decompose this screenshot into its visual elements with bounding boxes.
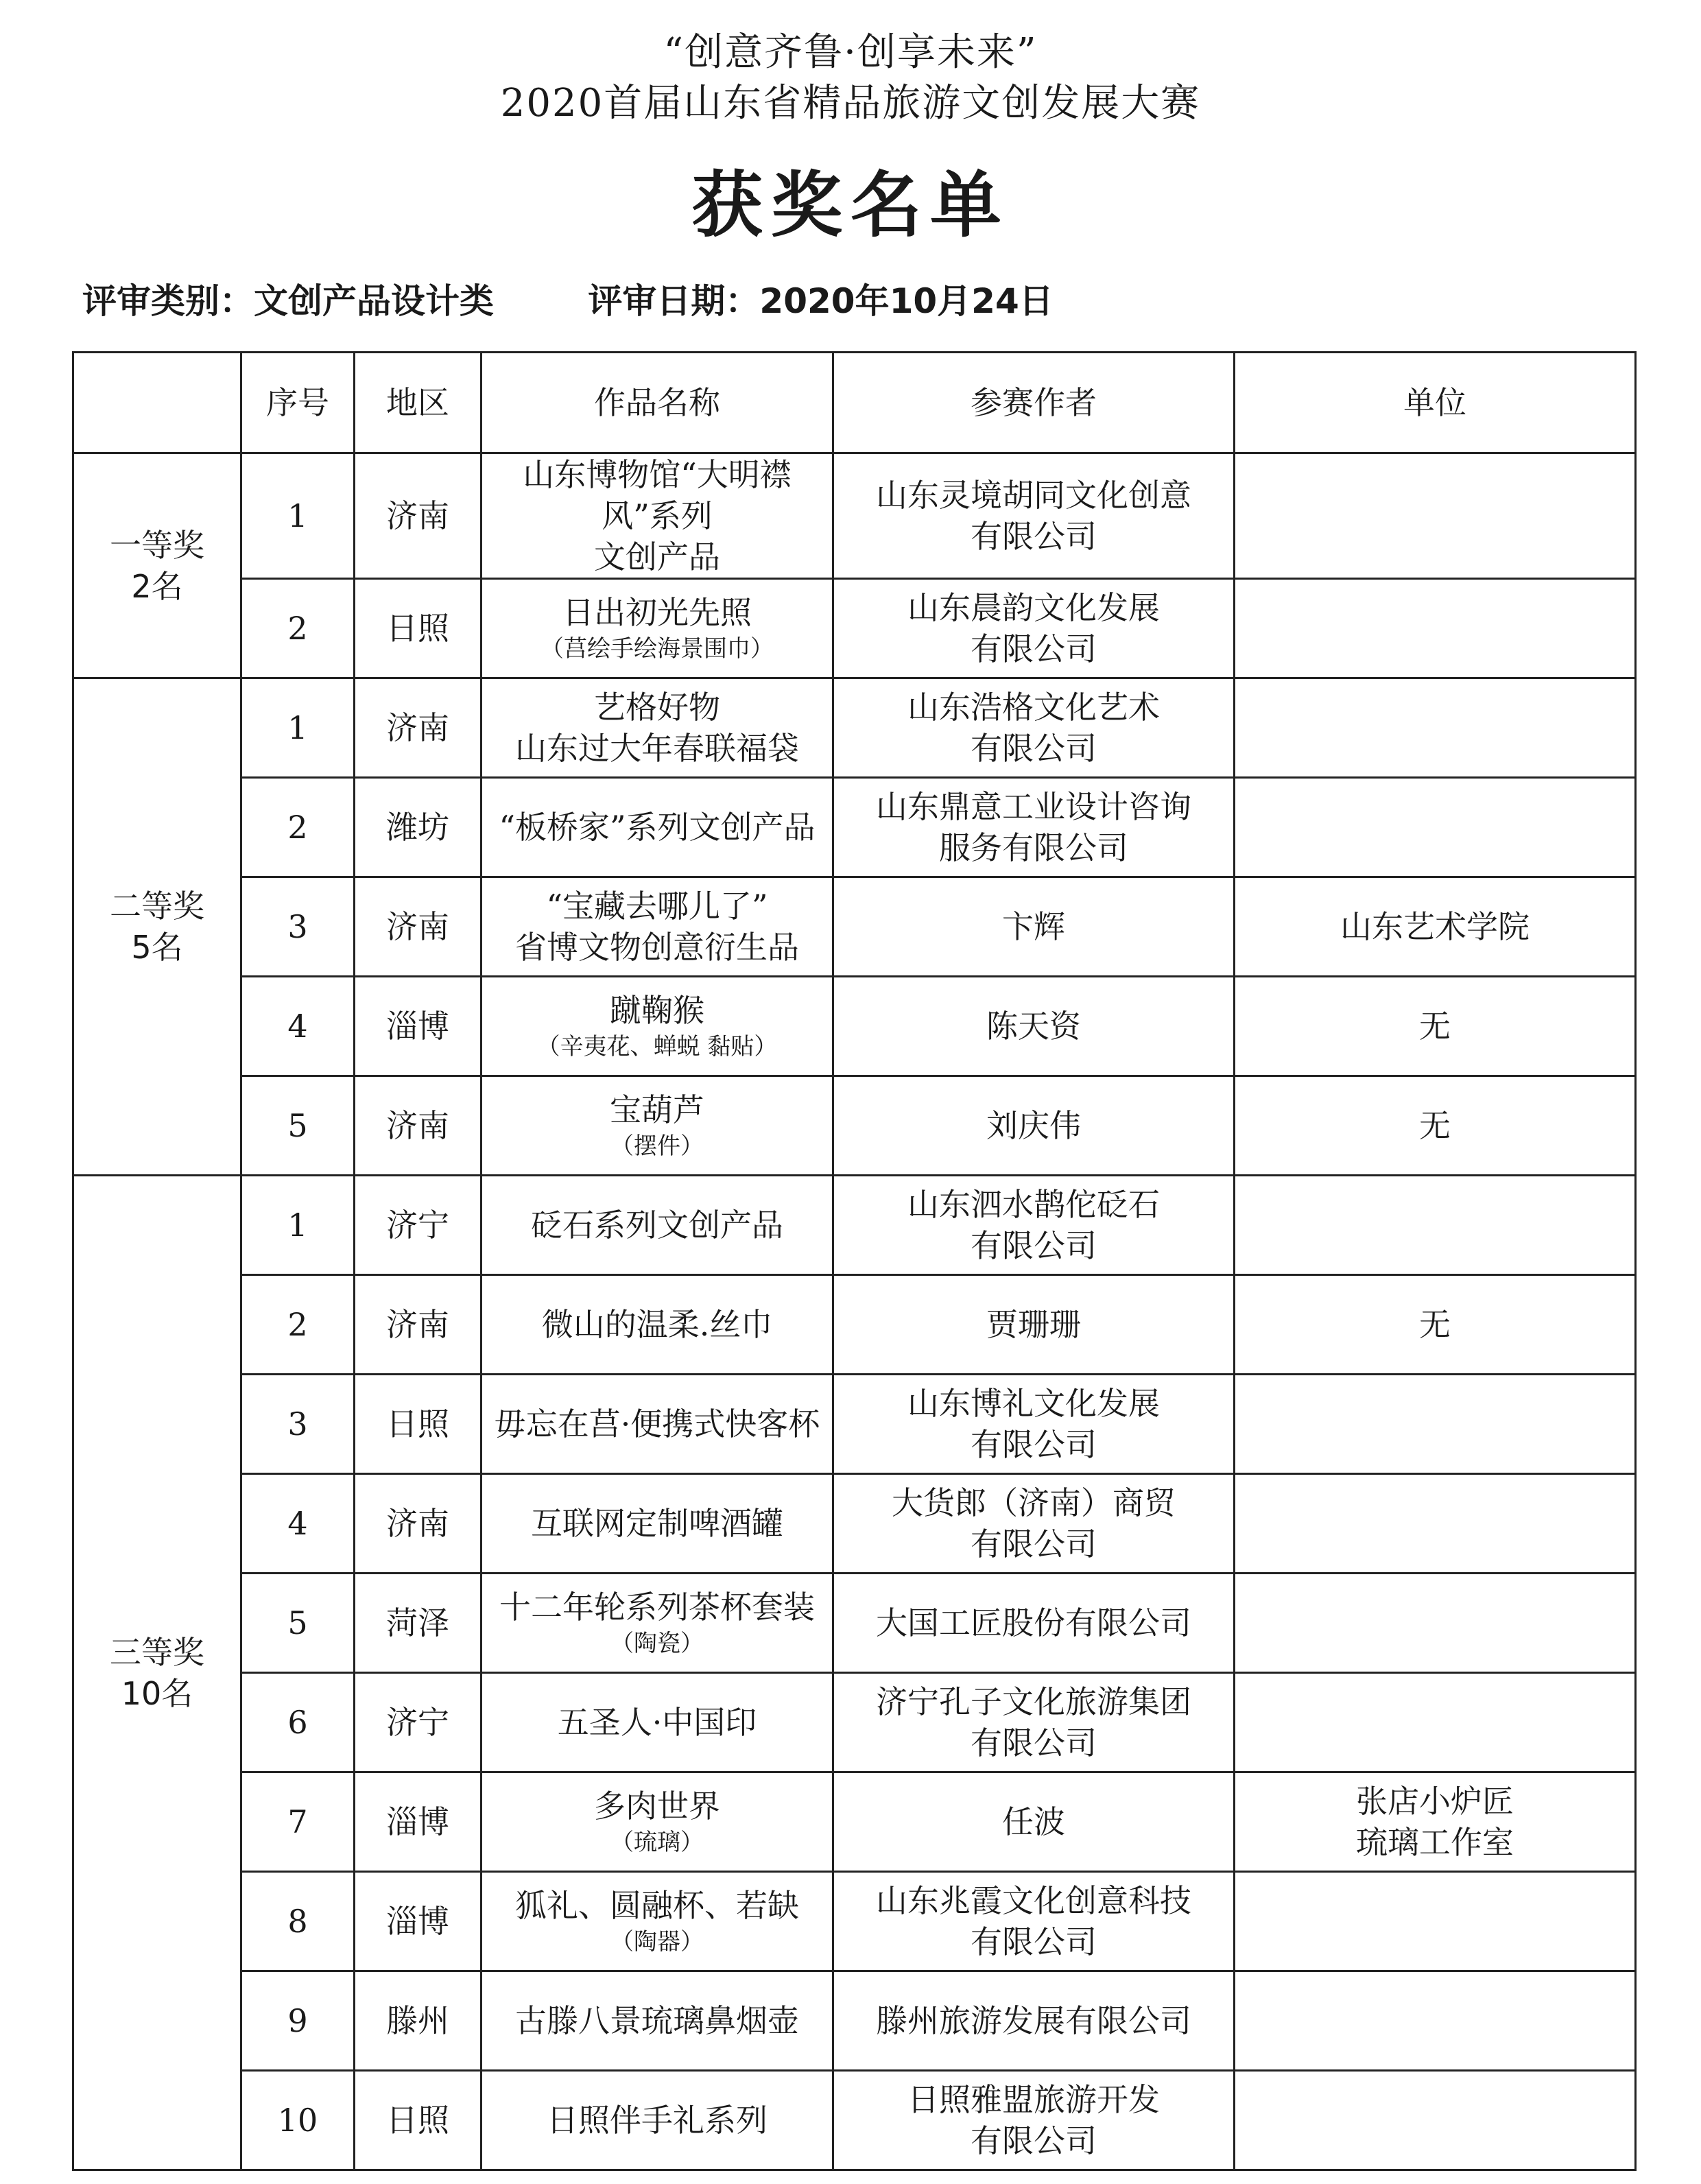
document-header bbox=[0, 27, 1701, 250]
author-name-line2: 有限公司 bbox=[971, 518, 1097, 555]
no-cell bbox=[241, 579, 355, 678]
author-name: 山东浩格文化艺术 bbox=[907, 689, 1160, 726]
author-cell bbox=[833, 1375, 1235, 1474]
work-cell bbox=[481, 453, 833, 579]
work-cell bbox=[481, 1673, 833, 1772]
serial-number: 5 bbox=[287, 1107, 308, 1144]
region-cell bbox=[355, 1872, 481, 1971]
author-cell bbox=[833, 1673, 1235, 1772]
table-row bbox=[73, 977, 1636, 1076]
author-name: 山东兆霞文化创意科技 bbox=[876, 1882, 1191, 1919]
table-row bbox=[73, 1971, 1636, 2071]
author-cell bbox=[833, 1474, 1235, 1574]
awards-table-body bbox=[73, 453, 1636, 2170]
table-row bbox=[73, 1474, 1636, 1574]
page-title: 获奖名单 bbox=[691, 163, 1010, 247]
unit-name-line2: 琉璃工作室 bbox=[1356, 1824, 1514, 1861]
region: 滕州 bbox=[386, 2002, 449, 2039]
author-name-line2: 有限公司 bbox=[971, 1426, 1097, 1463]
author-name: 陈天资 bbox=[986, 1008, 1081, 1045]
no-cell bbox=[241, 1474, 355, 1574]
unit-cell bbox=[1235, 1375, 1636, 1474]
author-name: 山东鼎意工业设计咨询 bbox=[876, 788, 1191, 825]
work-cell bbox=[481, 1872, 833, 1971]
region-cell bbox=[355, 877, 481, 977]
region: 济南 bbox=[386, 709, 449, 746]
serial-number: 1 bbox=[287, 497, 308, 534]
work-title: 五圣人·中国印 bbox=[557, 1704, 757, 1741]
region-cell bbox=[355, 977, 481, 1076]
serial-number: 2 bbox=[287, 809, 308, 846]
table-row bbox=[73, 1176, 1636, 1275]
region: 济宁 bbox=[386, 1704, 449, 1741]
region: 济南 bbox=[386, 1107, 449, 1144]
work-cell bbox=[481, 977, 833, 1076]
author-cell bbox=[833, 977, 1235, 1076]
author-name: 山东晨韵文化发展 bbox=[907, 589, 1160, 626]
author-name-line2: 有限公司 bbox=[971, 630, 1097, 667]
work-cell bbox=[481, 579, 833, 678]
unit-cell bbox=[1235, 2071, 1636, 2170]
no-cell bbox=[241, 678, 355, 778]
author-cell bbox=[833, 678, 1235, 778]
unit-cell bbox=[1235, 1971, 1636, 2071]
unit-cell bbox=[1235, 1474, 1636, 1574]
unit-cell bbox=[1235, 1772, 1636, 1872]
author-name-line2: 有限公司 bbox=[971, 1724, 1097, 1761]
table-row bbox=[73, 1275, 1636, 1375]
author-cell bbox=[833, 2071, 1235, 2170]
region: 淄博 bbox=[386, 1903, 449, 1940]
review-category: 评审类别：文创产品设计类 bbox=[82, 281, 494, 321]
work-cell bbox=[481, 1772, 833, 1872]
unit-cell bbox=[1235, 877, 1636, 977]
region: 济南 bbox=[386, 1505, 449, 1542]
work-title: “板桥家”系列文创产品 bbox=[499, 809, 816, 846]
serial-number: 1 bbox=[287, 1207, 308, 1244]
no-cell bbox=[241, 1673, 355, 1772]
no-cell bbox=[241, 2071, 355, 2170]
work-cell bbox=[481, 1375, 833, 1474]
work-title: 古滕八景琉璃鼻烟壶 bbox=[515, 2002, 799, 2039]
unit-cell bbox=[1235, 1275, 1636, 1375]
work-note: （陶瓷） bbox=[610, 1630, 704, 1657]
work-title: 山东博物馆“大明襟风”系列 bbox=[523, 456, 792, 534]
work-note: （莒绘手绘海景围巾） bbox=[540, 635, 774, 663]
author-name: 山东灵境胡同文化创意 bbox=[876, 477, 1191, 514]
author-name: 贾珊珊 bbox=[986, 1306, 1081, 1343]
work-cell bbox=[481, 1574, 833, 1673]
no-cell bbox=[241, 778, 355, 877]
work-title-line2: 山东过大年春联福袋 bbox=[515, 730, 799, 767]
region: 济南 bbox=[386, 497, 449, 534]
author-cell bbox=[833, 1872, 1235, 1971]
region: 淄博 bbox=[386, 1803, 449, 1840]
serial-number: 5 bbox=[287, 1604, 308, 1641]
no-cell bbox=[241, 1971, 355, 2071]
author-cell bbox=[833, 579, 1235, 678]
serial-number: 3 bbox=[287, 908, 308, 945]
region: 日照 bbox=[386, 610, 449, 647]
unit-cell bbox=[1235, 778, 1636, 877]
unit-cell bbox=[1235, 1673, 1636, 1772]
slogan-line: “创意齐鲁·创享未来” bbox=[663, 30, 1038, 75]
unit-cell bbox=[1235, 453, 1636, 579]
table-row bbox=[73, 1872, 1636, 1971]
region-cell bbox=[355, 453, 481, 579]
table-row bbox=[73, 1574, 1636, 1673]
work-title: 毋忘在莒·便携式快客杯 bbox=[494, 1405, 820, 1443]
work-title: 微山的温柔.丝巾 bbox=[541, 1306, 773, 1343]
author-name: 任波 bbox=[1002, 1803, 1065, 1840]
region-cell bbox=[355, 1574, 481, 1673]
work-title: 十二年轮系列茶杯套装 bbox=[499, 1589, 815, 1626]
author-name: 大国工匠股份有限公司 bbox=[876, 1604, 1191, 1641]
author-name: 济宁孔子文化旅游集团 bbox=[876, 1683, 1191, 1720]
region-cell bbox=[355, 1275, 481, 1375]
author-cell bbox=[833, 1076, 1235, 1176]
table-header-row bbox=[73, 353, 1636, 453]
serial-number: 2 bbox=[287, 1306, 308, 1343]
table-row bbox=[73, 877, 1636, 977]
region-cell bbox=[355, 1375, 481, 1474]
region: 淄博 bbox=[386, 1008, 449, 1045]
header-work: 作品名称 bbox=[481, 353, 833, 453]
unit-cell bbox=[1235, 579, 1636, 678]
unit-cell bbox=[1235, 977, 1636, 1076]
table-row bbox=[73, 1673, 1636, 1772]
region: 济宁 bbox=[386, 1207, 449, 1244]
author-cell bbox=[833, 1574, 1235, 1673]
no-cell bbox=[241, 1872, 355, 1971]
header-unit: 单位 bbox=[1235, 353, 1636, 453]
region: 菏泽 bbox=[386, 1604, 449, 1641]
header-region: 地区 bbox=[355, 353, 481, 453]
work-cell bbox=[481, 877, 833, 977]
author-name: 大货郎（济南）商贸 bbox=[892, 1484, 1176, 1521]
work-title: 日出初光先照 bbox=[562, 594, 752, 631]
prize-count: 5名 bbox=[131, 929, 183, 966]
prize-level: 三等奖 bbox=[110, 1633, 204, 1671]
author-name: 卞辉 bbox=[1002, 908, 1065, 945]
table-row bbox=[73, 1772, 1636, 1872]
serial-number: 4 bbox=[287, 1505, 308, 1542]
work-title: “宝藏去哪儿了” bbox=[546, 888, 768, 925]
serial-number: 3 bbox=[287, 1405, 308, 1443]
prize-level-cell bbox=[73, 678, 241, 1176]
region: 潍坊 bbox=[386, 809, 449, 846]
author-name: 山东泗水鹊佗砭石 bbox=[907, 1186, 1160, 1223]
unit-name: 山东艺术学院 bbox=[1340, 908, 1530, 945]
table-row bbox=[73, 678, 1636, 778]
author-name: 滕州旅游发展有限公司 bbox=[876, 2002, 1191, 2039]
work-title: 狐礼、圆融杯、若缺 bbox=[515, 1887, 799, 1924]
author-cell bbox=[833, 1772, 1235, 1872]
author-name-line2: 有限公司 bbox=[971, 2122, 1097, 2159]
author-name: 刘庆伟 bbox=[986, 1107, 1081, 1144]
region: 济南 bbox=[386, 1306, 449, 1343]
unit-cell bbox=[1235, 1076, 1636, 1176]
region-cell bbox=[355, 1772, 481, 1872]
author-name-line2: 有限公司 bbox=[971, 1923, 1097, 1960]
table-row bbox=[73, 2071, 1636, 2170]
author-name-line2: 服务有限公司 bbox=[939, 829, 1128, 866]
author-name: 日照雅盟旅游开发 bbox=[907, 2081, 1160, 2118]
table-row bbox=[73, 1076, 1636, 1176]
author-name-line2: 有限公司 bbox=[971, 730, 1097, 767]
prize-count: 2名 bbox=[131, 567, 183, 605]
region-cell bbox=[355, 1076, 481, 1176]
work-cell bbox=[481, 1474, 833, 1574]
prize-level: 一等奖 bbox=[110, 526, 204, 564]
region-cell bbox=[355, 1474, 481, 1574]
prize-level-cell bbox=[73, 453, 241, 678]
unit-cell bbox=[1235, 1176, 1636, 1275]
author-name: 山东博礼文化发展 bbox=[907, 1385, 1160, 1422]
serial-number: 9 bbox=[287, 2002, 308, 2039]
region-cell bbox=[355, 579, 481, 678]
unit-cell bbox=[1235, 1574, 1636, 1673]
region-cell bbox=[355, 1673, 481, 1772]
serial-number: 2 bbox=[287, 610, 308, 647]
work-note: （琉璃） bbox=[610, 1829, 704, 1856]
work-note: （辛夷花、蝉蜕 黏贴） bbox=[536, 1033, 778, 1060]
region: 日照 bbox=[386, 2102, 449, 2139]
work-cell bbox=[481, 1275, 833, 1375]
serial-number: 10 bbox=[277, 2102, 318, 2139]
serial-number: 6 bbox=[287, 1704, 308, 1741]
table-row bbox=[73, 1375, 1636, 1474]
work-title-line2: 省博文物创意衍生品 bbox=[515, 929, 799, 966]
unit-name: 无 bbox=[1419, 1306, 1451, 1343]
awards-table bbox=[72, 351, 1637, 2171]
header-no: 序号 bbox=[241, 353, 355, 453]
no-cell bbox=[241, 1275, 355, 1375]
work-cell bbox=[481, 1176, 833, 1275]
region-cell bbox=[355, 2071, 481, 2170]
no-cell bbox=[241, 877, 355, 977]
region-cell bbox=[355, 1971, 481, 2071]
work-cell bbox=[481, 2071, 833, 2170]
author-cell bbox=[833, 778, 1235, 877]
author-cell bbox=[833, 1971, 1235, 2071]
author-cell bbox=[833, 1176, 1235, 1275]
work-title: 砭石系列文创产品 bbox=[531, 1207, 783, 1244]
table-row bbox=[73, 778, 1636, 877]
author-name-line2: 有限公司 bbox=[971, 1227, 1097, 1264]
no-cell bbox=[241, 1375, 355, 1474]
unit-name: 张店小炉匠 bbox=[1356, 1783, 1514, 1820]
work-cell bbox=[481, 678, 833, 778]
region: 济南 bbox=[386, 908, 449, 945]
work-cell bbox=[481, 1076, 833, 1176]
table-row bbox=[73, 453, 1636, 579]
work-title: 艺格好物 bbox=[594, 689, 720, 726]
no-cell bbox=[241, 977, 355, 1076]
prize-level: 二等奖 bbox=[110, 888, 204, 925]
header-author: 参赛作者 bbox=[833, 353, 1235, 453]
unit-name: 无 bbox=[1419, 1107, 1451, 1144]
work-cell bbox=[481, 778, 833, 877]
work-title: 蹴鞠猴 bbox=[610, 992, 704, 1029]
work-title: 互联网定制啤酒罐 bbox=[531, 1505, 783, 1542]
work-note: （摆件） bbox=[610, 1132, 704, 1160]
work-title: 日照伴手礼系列 bbox=[547, 2102, 768, 2139]
prize-count: 10名 bbox=[121, 1674, 193, 1712]
no-cell bbox=[241, 1772, 355, 1872]
review-date: 评审日期：2020年10月24日 bbox=[588, 281, 1054, 321]
work-title: 宝葫芦 bbox=[610, 1091, 704, 1128]
prize-level-cell bbox=[73, 1176, 241, 2170]
serial-number: 1 bbox=[287, 709, 308, 746]
table-row bbox=[73, 579, 1636, 678]
region: 日照 bbox=[386, 1405, 449, 1443]
work-title-line2: 文创产品 bbox=[594, 538, 720, 575]
unit-name: 无 bbox=[1419, 1008, 1451, 1045]
no-cell bbox=[241, 453, 355, 579]
region-cell bbox=[355, 778, 481, 877]
work-title: 多肉世界 bbox=[594, 1788, 720, 1825]
header-prize-blank bbox=[73, 353, 241, 453]
review-meta bbox=[82, 277, 1054, 325]
author-name-line2: 有限公司 bbox=[971, 1526, 1097, 1563]
serial-number: 8 bbox=[287, 1903, 308, 1940]
author-cell bbox=[833, 1275, 1235, 1375]
unit-cell bbox=[1235, 678, 1636, 778]
work-cell bbox=[481, 1971, 833, 2071]
unit-cell bbox=[1235, 1872, 1636, 1971]
author-cell bbox=[833, 877, 1235, 977]
serial-number: 7 bbox=[287, 1803, 308, 1840]
no-cell bbox=[241, 1176, 355, 1275]
region-cell bbox=[355, 1176, 481, 1275]
serial-number: 4 bbox=[287, 1008, 308, 1045]
no-cell bbox=[241, 1574, 355, 1673]
work-note: （陶器） bbox=[610, 1928, 704, 1956]
region-cell bbox=[355, 678, 481, 778]
contest-name: 2020首届山东省精品旅游文创发展大赛 bbox=[500, 81, 1201, 126]
author-cell bbox=[833, 453, 1235, 579]
no-cell bbox=[241, 1076, 355, 1176]
